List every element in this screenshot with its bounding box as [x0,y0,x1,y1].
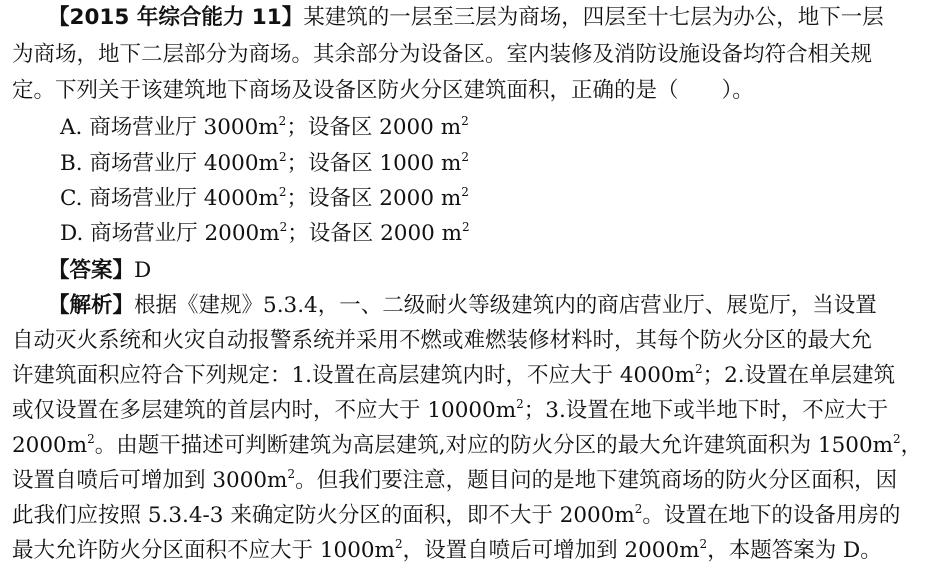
question-stem-line-1 [48,4,884,31]
analysis-line-8: 最大允许防火分区面积不应大于 $1000m^2$，设置自喷后可增加到 $2000m^2$，本题答案为 D。 [12,537,882,563]
answer-line [48,257,151,284]
question-stem-line-3: 定。下列关于该建筑地下商场及设备区防火分区建筑面积，正确的是（ ）。 [12,78,754,103]
analysis-line-4: 或仅设置在多层建筑的首层内时，不应大于 $10000m^2$；3.设置在地下或半地下时，不应大于 [12,397,889,423]
option-equipment-area: ；设备区 2000 m [286,115,462,140]
option-label: B. [60,151,83,176]
option-shop-area: 商场营业厅 4000m [89,186,279,211]
option-shop-area: 商场营业厅 2000m [90,221,280,246]
option-b: B. 商场营业厅 $4000m^2$；设备区 1000 $m^2$ [60,150,469,176]
option-equipment-area: ；设备区 1000 m [286,151,462,176]
option-shop-area: 商场营业厅 3000m [89,115,279,140]
answer-value: D [134,258,152,283]
question-stem-text: 某建筑的一层至三层为商场，四层至十七层为办公，地下一层 [303,5,884,30]
question-source-tag: 【2015 年综合能力 11】 [48,5,304,30]
option-label: D. [60,221,84,246]
question-stem-line-2: 为商场，地下二层部分为商场。其余部分为设备区。室内装修及消防设施设备均符合相关规 [12,42,873,67]
analysis-line-7: 此我们应按照 5.3.4-3 来确定防火分区的面积，即不大于 $2000m^2$。设置在地下的设备用房的 [12,502,901,528]
option-equipment-area: ；设备区 2000 m [286,186,462,211]
option-label: C. [60,186,83,211]
option-label: A. [60,115,83,140]
analysis-tag: 【解析】 [48,293,135,318]
option-shop-area: 商场营业厅 4000m [89,151,279,176]
option-d: D. 商场营业厅 $2000m^2$；设备区 2000 $m^2$ [60,220,470,246]
analysis-line-6: 设置自喷后可增加到 $3000m^2$。但我们要注意，题目问的是地下建筑商场的防火分区面积，因 [12,467,898,493]
analysis-line-1: 【解析】根据《建规》5.3.4，一、二级耐火等级建筑内的商店营业厅、展览厅，当设置 [48,293,877,318]
analysis-line-5: $2000m^2$。由题干描述可判断建筑为高层建筑,对应的防火分区的最大允许建筑面积为 $1500m^2$， [12,432,923,458]
option-equipment-area: ；设备区 2000 m [287,221,463,246]
answer-tag: 【答案】 [48,258,135,283]
option-a: A. 商场营业厅 $3000m^2$；设备区 2000 $m^2$ [60,114,469,140]
option-c: C. 商场营业厅 $4000m^2$；设备区 2000 $m^2$ [60,185,469,211]
analysis-line-2: 自动灭火系统和火灾自动报警系统并采用不燃或难燃装修材料时，其每个防火分区的最大允 [12,328,873,353]
analysis-line-3: 许建筑面积应符合下列规定：1.设置在高层建筑内时，不应大于 $4000m^2$；2.设置在单层建筑 [12,362,896,388]
